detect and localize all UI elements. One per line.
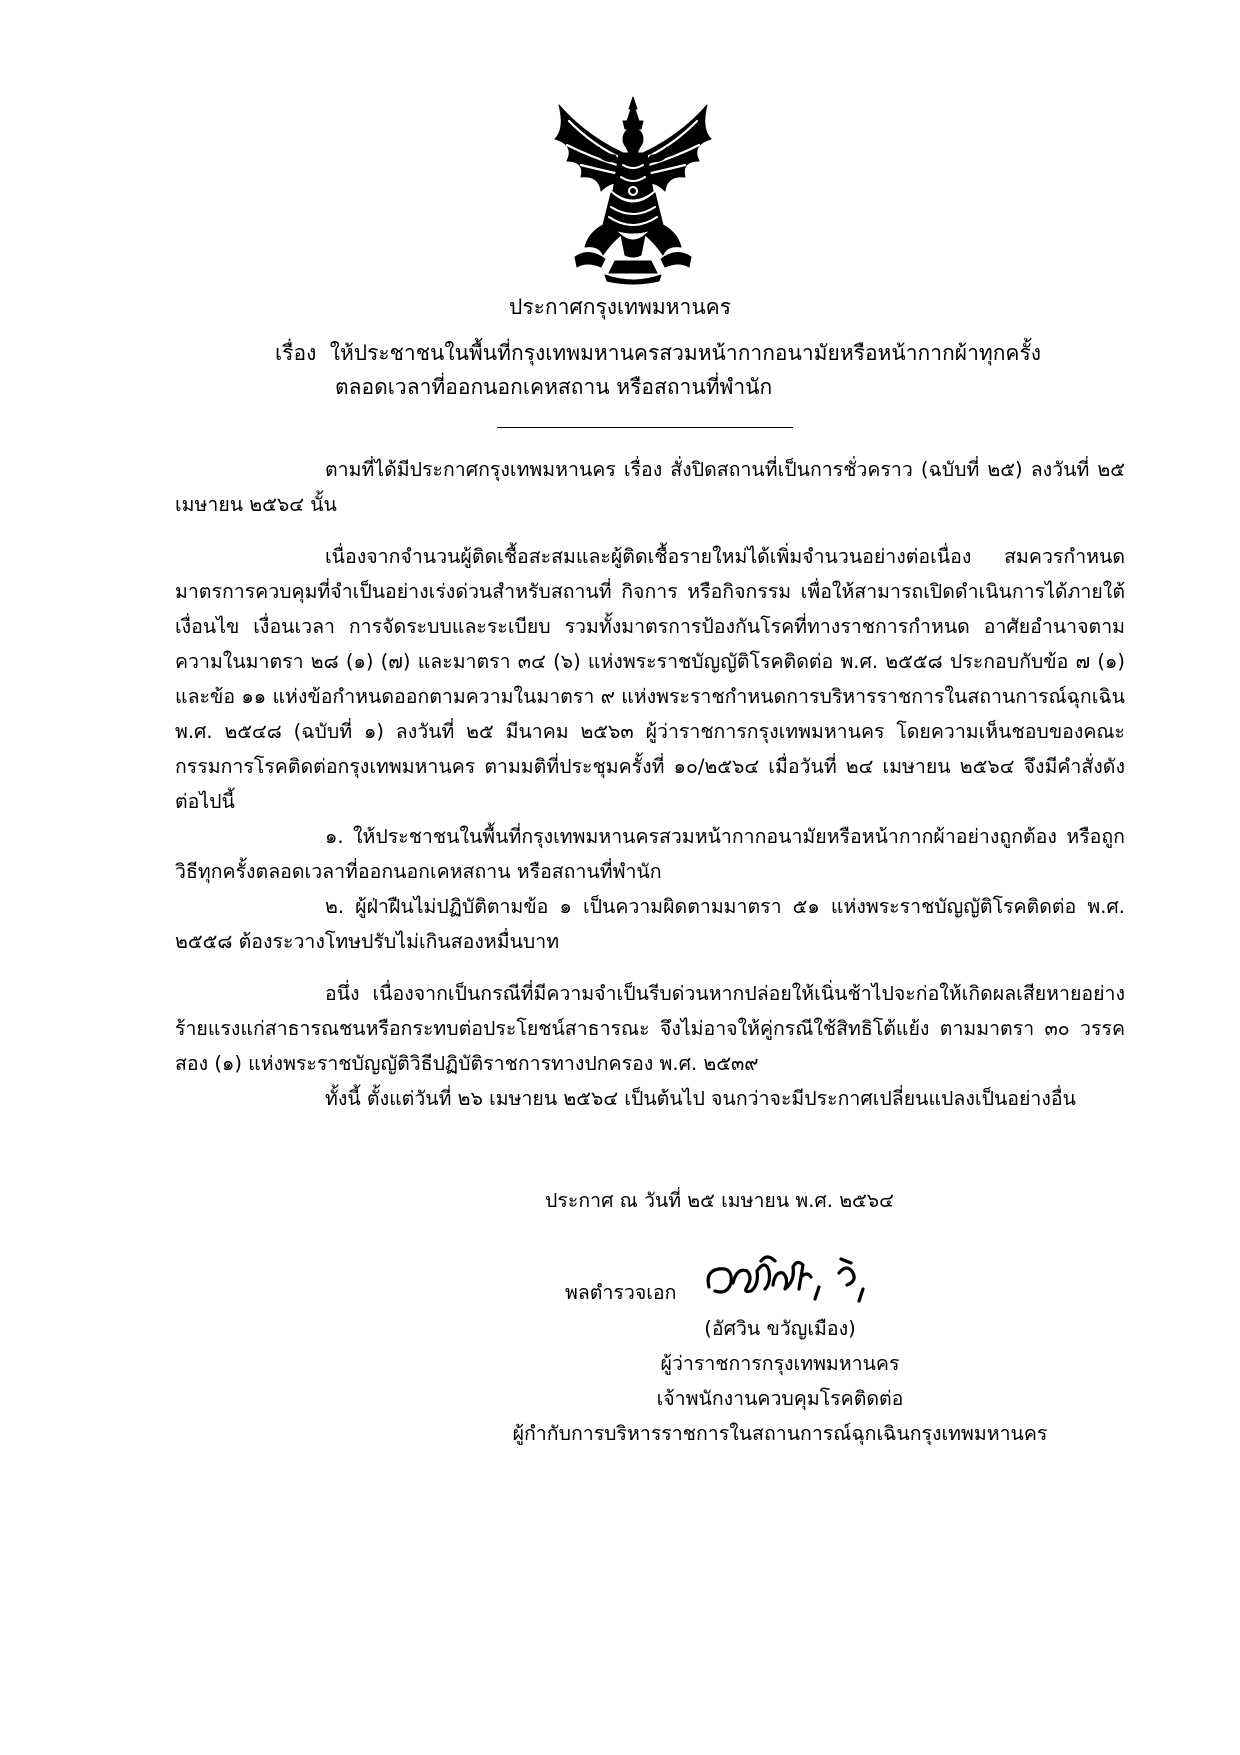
body-paragraph-reasons: เนื่องจากจำนวนผู้ติดเชื้อสะสมและผู้ติดเชื้อรายใหม่ได้เพิ่มจำนวนอย่างต่อเนื่อง สมควรกำหนดมาตรการควบคุมที่จำเป็นอย่างเร่งด่วนสำหรับสถานที่ กิจการ หรือกิจกรรม เพื่อให้สามารถเปิดดำเนินการได้ภายใต้เงื่อนไข เงื่อนเวลา การจัดระบบและระเบียบ รวมทั้งมาตรการป้องกันโรคที่ทางราชการกำหนด อาศัยอำนาจตามความในมาตรา ๒๘ (๑) (๗) และมาตรา ๓๔ (๖) แห่งพระราชบัญญัติโรคติดต่อ พ.ศ. ๒๕๕๘ ประกอบกับข้อ ๗ (๑) และข้อ ๑๑ แห่งข้อกำหนดออกตามความในมาตรา ๙ แห่งพระราชกำหนดการบริหารราชการในสถานการณ์ฉุกเฉิน พ.ศ. ๒๕๔๘ (ฉบับที่ ๑) ลงวันที่ ๒๕ มีนาคม ๒๕๖๓ ผู้ว่าราชการกรุงเทพมหานคร โดยความเห็นชอบของคณะกรรมการโรคติดต่อกรุงเทพมหานคร ตามมติที่ประชุมครั้งที่ ๑๐/๒๕๖๔ เมื่อวันที่ ๒๔ เมษายน ๒๕๖๔ จึงมีคำสั่งดังต่อไปนี้	[175, 545, 1125, 813]
subject-line-2: ตลอดเวลาที่ออกนอกเคหสถาน หรือสถานที่พำนัก	[335, 375, 773, 399]
subject-block	[275, 336, 1125, 404]
announcement-date: ประกาศ ณ วันที่ ๒๕ เมษายน พ.ศ. ๒๕๖๔	[545, 1189, 894, 1212]
handwritten-signature	[703, 1241, 883, 1311]
signer-rank: พลตำรวจเอก	[565, 1281, 677, 1304]
body-paragraph-effective-date: ทั้งนี้ ตั้งแต่วันที่ ๒๖ เมษายน ๒๕๖๔ เป็นต้นไป จนกว่าจะมีประกาศเปลี่ยนแปลงเป็นอย่างอื่น	[325, 1087, 1076, 1110]
body-paragraph-order-2: ๒. ผู้ฝ่าฝืนไม่ปฏิบัติตามข้อ ๑ เป็นความผิดตามมาตรา ๕๑ แห่งพระราชบัญญัติโรคติดต่อ พ.ศ. ๒๕๕๘ ต้องระวางโทษปรับไม่เกินสองหมื่นบาท	[175, 895, 1125, 953]
title-divider	[497, 427, 793, 428]
garuda-emblem-icon	[545, 95, 721, 285]
body-paragraph-urgency: อนึ่ง เนื่องจากเป็นกรณีที่มีความจำเป็นรีบด่วนหากปล่อยให้เนิ่นช้าไปจะก่อให้เกิดผลเสียหายอย่างร้ายแรงแก่สาธารณชนหรือกระทบต่อประโยชน์สาธารณะ จึงไม่อาจให้คู่กรณีใช้สิทธิโต้แย้ง ตามมาตรา ๓๐ วรรคสอง (๑) แห่งพระราชบัญญัติวิธีปฏิบัติราชการทางปกครอง พ.ศ. ๒๕๓๙	[175, 982, 1125, 1075]
subject-line-1: ให้ประชาชนในพื้นที่กรุงเทพมหานครสวมหน้ากากอนามัยหรือหน้ากากผ้าทุกครั้ง	[329, 341, 1042, 365]
body-paragraph-order-1: ๑. ให้ประชาชนในพื้นที่กรุงเทพมหานครสวมหน้ากากอนามัยหรือหน้ากากผ้าอย่างถูกต้อง หรือถูกวิธีทุกครั้งตลอดเวลาที่ออกนอกเคหสถาน หรือสถานที่พำนัก	[175, 825, 1125, 883]
announcement-title: ประกาศกรุงเทพมหานคร	[509, 295, 731, 319]
signer-position-1: ผู้ว่าราชการกรุงเทพมหานคร	[660, 1352, 900, 1375]
signer-position-2: เจ้าพนักงานควบคุมโรคติดต่อ	[656, 1387, 904, 1410]
body-paragraph-preamble: ตามที่ได้มีประกาศกรุงเทพมหานคร เรื่อง สั่งปิดสถานที่เป็นการชั่วคราว (ฉบับที่ ๒๕) ลงวันที่ ๒๕ เมษายน ๒๕๖๔ นั้น	[175, 458, 1125, 516]
signer-details	[505, 1311, 1055, 1451]
announcement-body	[175, 452, 1125, 1116]
signer-name: (อัศวิน ขวัญเมือง)	[704, 1317, 856, 1340]
subject-label: เรื่อง	[275, 341, 317, 365]
signer-position-3: ผู้กำกับการบริหารราชการในสถานการณ์ฉุกเฉินกรุงเทพมหานคร	[512, 1422, 1048, 1445]
